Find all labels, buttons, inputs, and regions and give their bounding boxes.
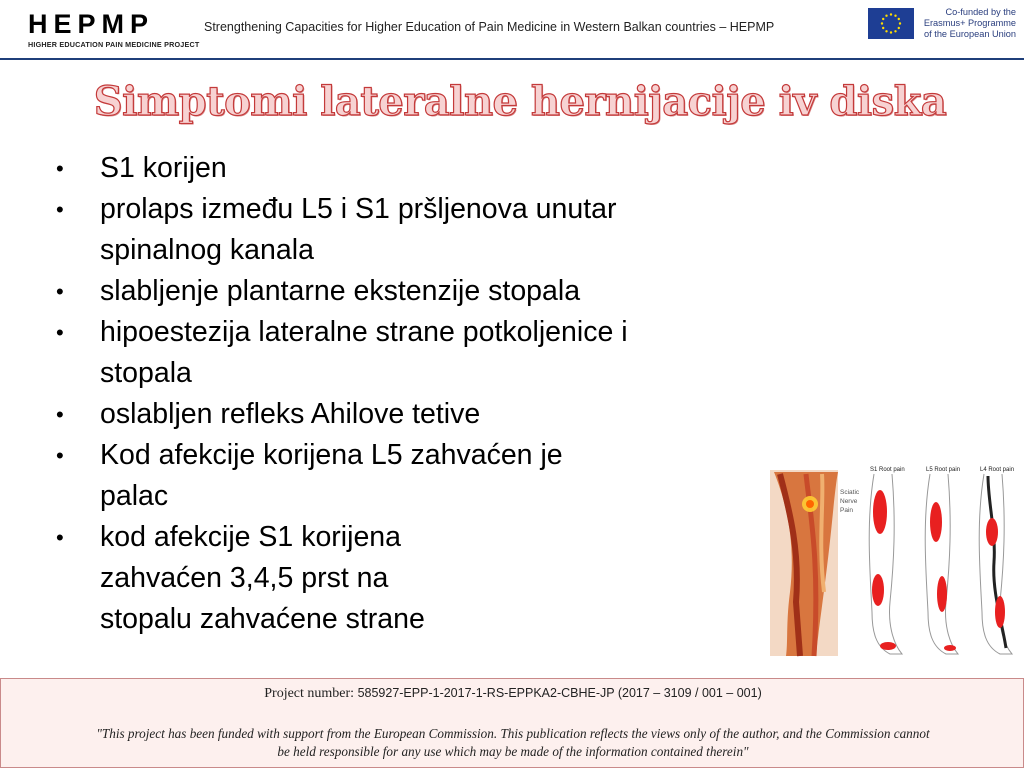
project-number [1, 686, 1024, 702]
eu-star-icon [898, 27, 900, 29]
s1-leg-outline [869, 474, 902, 654]
bullet-text-line: Kod afekcije korijena L5 zahvaćen je [100, 439, 563, 471]
header-bar [0, 0, 1024, 60]
erasmus-cofunded-label [920, 7, 1016, 40]
bullet-text-line: slabljenje plantarne ekstenzije stopala [100, 275, 581, 307]
eu-star-icon [898, 18, 900, 20]
bullet-text-line: kod afekcije S1 korijena [100, 521, 402, 553]
label-sciatic: Sciatic [840, 489, 860, 496]
disclaimer-line-2: be held responsible for any use which may be made of the information contained therein" [277, 744, 749, 759]
bullet-marker: • [56, 156, 64, 181]
l4-leg-outline [979, 474, 1012, 654]
logo-subtitle: HIGHER EDUCATION PAIN MEDICINE PROJECT [28, 40, 200, 49]
eu-star-icon [894, 30, 896, 32]
bullet-item [56, 517, 776, 640]
bullet-marker: • [56, 443, 64, 468]
eu-line-3: of the European Union [924, 29, 1016, 39]
project-title: Strengthening Capacities for Higher Education of Pain Medicine in Western Balkan countries – HEPMP [204, 20, 775, 34]
eu-star-icon [890, 31, 892, 33]
funding-disclaimer [15, 725, 1011, 761]
bullet-text-line: spinalnog kanala [100, 234, 314, 266]
eu-star-icon [881, 22, 883, 24]
bullet-text-line: prolaps između L5 i S1 pršljenova unutar [100, 193, 617, 225]
logo-wordmark: HEPMP [28, 9, 155, 39]
project-number-label: Project number: [264, 686, 355, 701]
bullet-marker: • [56, 320, 64, 345]
slide-title: Simptomi lateralne hernijacije iv diska [93, 78, 947, 125]
disclaimer-line-1: "This project has been funded with support from the European Commission. This publication reflects the views only of the author, and the Commission cannot [96, 726, 930, 741]
bullet-text-line: hipoestezija lateralne strane potkoljenice i [100, 316, 628, 348]
project-number-value: 585927-EPP-1-2017-1-RS-EPPKA2-CBHE-JP (2017 – 3109 / 001 – 001) [357, 686, 762, 700]
anatomy-leg-image [770, 470, 838, 656]
bullet-text-line: zahvaćen 3,4,5 prst na [100, 562, 389, 594]
label-nerve: Nerve [840, 498, 858, 505]
bullet-item [56, 271, 776, 312]
bullet-marker: • [56, 402, 64, 427]
eu-star-icon [894, 15, 896, 17]
label-s1-root-pain: S1 Root pain [870, 467, 905, 473]
eu-star-icon [885, 30, 887, 32]
sciatic-pain-illustration [766, 462, 1022, 660]
bullet-item [56, 394, 776, 435]
label-pain: Pain [840, 507, 854, 514]
bullet-item [56, 189, 776, 271]
eu-flag-icon [868, 8, 914, 39]
bullet-text-line: palac [100, 480, 169, 512]
eu-star-icon [882, 18, 884, 20]
eu-star-icon [890, 13, 892, 15]
bullet-text-line: stopala [100, 357, 192, 389]
hepmp-logo [28, 9, 200, 49]
bullet-text-line: stopalu zahvaćene strane [100, 603, 425, 635]
eu-line-2: Erasmus+ Programme [923, 18, 1016, 28]
bullet-text-line: oslabljen refleks Ahilove tetive [100, 398, 481, 430]
header-divider [0, 58, 1024, 60]
bullet-item [56, 435, 776, 517]
footer-box [0, 678, 1024, 768]
eu-star-icon [885, 15, 887, 17]
bullet-text-line: S1 korijen [100, 152, 227, 184]
label-l5-root-pain: L5 Root pain [926, 467, 961, 473]
symptom-list [56, 148, 776, 640]
bullet-marker: • [56, 525, 64, 550]
bullet-marker: • [56, 197, 64, 222]
eu-star-icon [899, 22, 901, 24]
eu-star-icon [882, 27, 884, 29]
bullet-item [56, 312, 776, 394]
l5-leg-outline [925, 474, 958, 654]
bullet-marker: • [56, 279, 64, 304]
label-l4-root-pain: L4 Root pain [980, 467, 1015, 473]
eu-line-1: Co-funded by the [945, 7, 1016, 17]
bullet-item [56, 148, 776, 189]
